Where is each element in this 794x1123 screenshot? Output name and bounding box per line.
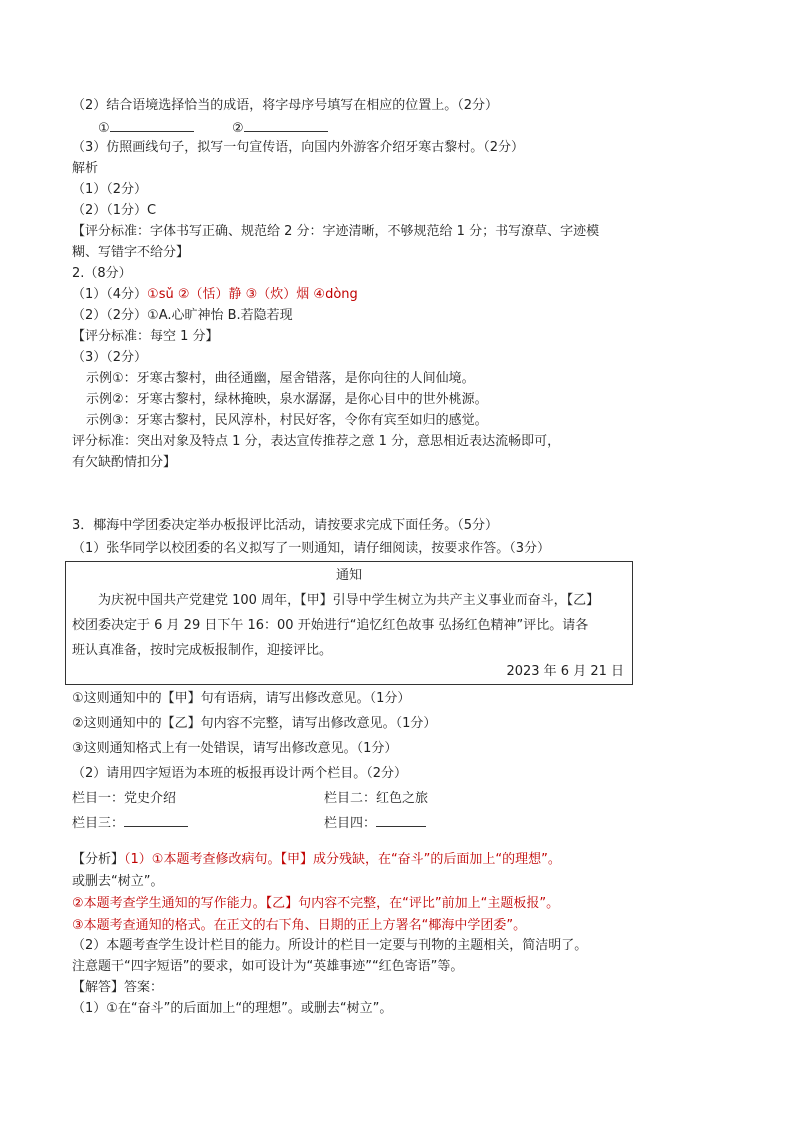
column-4-label: 栏目四： xyxy=(324,816,377,831)
notice-body-line3: 班认真准备，按时完成板报制作，迎接评比。 xyxy=(72,643,333,658)
example-3: 示例③：牙寒古黎村，民风淳朴，村民好客，令你有宾至如归的感觉。 xyxy=(86,413,488,428)
subquestion-1: （1）张华同学以校团委的名义拟写了一则通知，请仔细阅读，按要求作答。（3分） xyxy=(72,541,551,556)
analysis-line2: 或删去“树立”。 xyxy=(72,874,164,889)
solution-answer-1: （1）①在“奋斗”的后面加上“的理想”。或删去“树立”。 xyxy=(72,1001,393,1016)
example-2: 示例②：牙寒古黎村，绿林掩映，泉水潺潺，是你心目中的世外桃源。 xyxy=(86,392,488,407)
blank-2-line[interactable] xyxy=(244,117,328,132)
column-1: 栏目一：党史介绍 xyxy=(72,791,177,806)
answer-row-2-prefix: （2）（2分） xyxy=(72,308,148,323)
column-2: 栏目二：红色之旅 xyxy=(324,791,429,806)
notice-body-line1: 为庆祝中国共产党建党 100 周年，【甲】引导中学生树立为共产主义事业而奋斗，【乙】 xyxy=(98,593,600,608)
answer-row-1 xyxy=(72,285,358,305)
analysis-heading: 解析 xyxy=(72,161,99,176)
solution-text: 答案： xyxy=(124,980,164,995)
answer-row-1-prefix: （1）（4分） xyxy=(72,287,148,302)
subitem-3: ③这则通知格式上有一处错误，请写出修改意见。（1分） xyxy=(72,741,398,756)
solution-label: 【解答】 xyxy=(72,980,125,995)
scoring-criteria-line2: 糊、写错字不给分】 xyxy=(72,245,190,260)
subitem-2: ②这则通知中的【乙】句内容不完整，请写出修改意见。（1分） xyxy=(72,716,437,731)
scoring-criteria-2-line1: 评分标准：突出对象及特点 1 分，表达宣传推荐之意 1 分，意思相近表达流畅即可， xyxy=(72,434,561,449)
subquestion-2: （2）请用四字短语为本班的板报再设计两个栏目。（2分） xyxy=(72,766,408,781)
notice-box xyxy=(65,561,633,685)
blank-1-label: ① xyxy=(98,121,110,136)
notice-date: 2023 年 6 月 21 日 xyxy=(506,664,624,679)
answer-row-2-values: ①A.心旷神怡 B.若隐若现 xyxy=(147,308,293,323)
blank-2-label: ② xyxy=(231,121,244,136)
answer-blank-row xyxy=(98,117,328,139)
question-2-heading: 2.（8分） xyxy=(72,266,132,281)
column-3-blank[interactable] xyxy=(124,812,188,827)
question-3-prompt: （3）仿照画线句子，拟写一句宣传语，向国内外游客介绍牙寒古黎村。（2分） xyxy=(72,140,525,155)
column-3 xyxy=(72,812,188,834)
question-3-heading: 3．椰海中学团委决定举办板报评比活动，请按要求完成下面任务。（5分） xyxy=(72,518,499,533)
answer-row-2 xyxy=(72,306,293,326)
solution-heading xyxy=(72,978,163,998)
answer-2: （2）（1分）C xyxy=(72,203,157,218)
analysis-line6: 注意题干“四字短语”的要求，如可设计为“英雄事迹”“红色寄语”等。 xyxy=(72,959,464,974)
question-2-prompt: （2）结合语境选择恰当的成语，将字母序号填写在相应的位置上。（2分） xyxy=(72,98,499,113)
analysis-line5: （2）本题考查学生设计栏目的能力。所设计的栏目一定要与刊物的主题相关，简洁明了。 xyxy=(72,938,588,953)
column-4 xyxy=(324,812,426,834)
analysis-line3: ②本题考查学生通知的写作能力。【乙】句内容不完整，在“评比”前加上“主题板报”。 xyxy=(72,896,560,911)
notice-body-line2: 校团委决定于 6 月 29 日下午 16：00 开始进行“追忆红色故事 弘扬红色精神”评比。请各 xyxy=(72,618,589,633)
analysis-text-1: （1）①本题考查修改病句。【甲】成分残缺，在“奋斗”的后面加上“的理想”。 xyxy=(124,852,561,867)
column-4-blank[interactable] xyxy=(376,812,426,827)
analysis-line4: ③本题考查通知的格式。在正文的右下角、日期的正上方署名“椰海中学团委”。 xyxy=(72,918,527,933)
question-3-label: （3）（2分） xyxy=(72,350,148,365)
scoring-criteria-line1: 【评分标准：字体书写正确、规范给 2 分：字迹清晰，不够规范给 1 分；书写潦草、字迹模 xyxy=(72,224,600,239)
notice-title: 通知 xyxy=(335,568,362,583)
answer-row-1-values: ①sǔ ②（恬）静 ③（炊）烟 ④dòng xyxy=(147,287,358,302)
subitem-1: ①这则通知中的【甲】句有语病，请写出修改意见。（1分） xyxy=(72,691,411,706)
analysis-line1 xyxy=(72,850,561,870)
blank-1-line[interactable] xyxy=(110,117,194,132)
scoring-criteria: 【评分标准：每空 1 分】 xyxy=(72,329,219,344)
column-3-label: 栏目三： xyxy=(72,816,125,831)
analysis-label: 【分析】 xyxy=(72,852,125,867)
example-1: 示例①：牙寒古黎村，曲径通幽，屋舍错落，是你向往的人间仙境。 xyxy=(86,371,475,386)
answer-1: （1）（2分） xyxy=(72,182,148,197)
scoring-criteria-2-line2: 有欠缺酌情扣分】 xyxy=(72,455,177,470)
